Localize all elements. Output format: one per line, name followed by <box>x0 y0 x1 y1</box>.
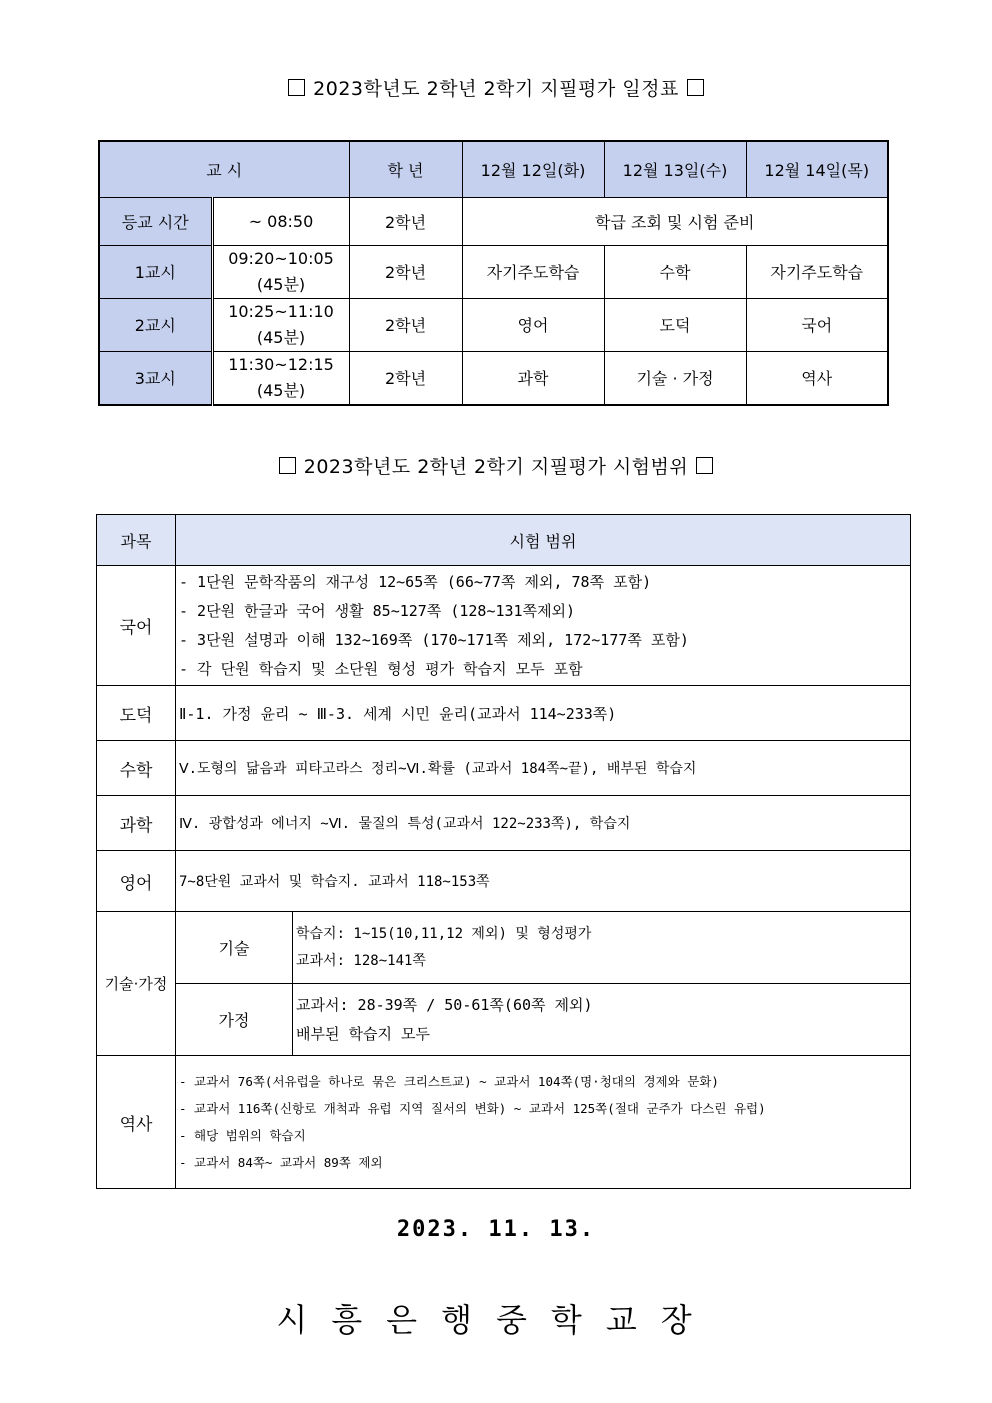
header-day3: 12월 14일(목) <box>746 141 888 197</box>
document-date: 2023. 11. 13. <box>396 1217 596 1242</box>
range-line: - 각 단원 학습지 및 소단원 형성 평가 학습지 모두 포함 <box>179 659 583 678</box>
arrival-label: 등교 시간 <box>99 197 212 245</box>
grade-cell: 2학년 <box>349 298 462 351</box>
day1-subject: 자기주도학습 <box>462 245 604 298</box>
checkbox-square-icon <box>696 457 713 474</box>
checkbox-square-icon <box>288 79 305 96</box>
period-time <box>212 245 349 298</box>
time-range: 11:30~12:15 <box>228 354 334 374</box>
arrival-row <box>99 197 888 245</box>
range-english: 7~8단원 교과서 및 학습지. 교과서 118~153쪽 <box>176 851 911 912</box>
scope-header-row <box>97 515 911 566</box>
period-label: 1교시 <box>99 245 212 298</box>
period-time <box>212 298 349 351</box>
duration: (45분) <box>256 327 306 347</box>
range-line: - 3단원 설명과 이해 132~169쪽 (170~171쪽 제외, 172~177쪽 포함) <box>179 630 689 649</box>
day2-subject: 기술 · 가정 <box>604 351 746 405</box>
range-line: 교과서: 28-39쪽 / 50-61쪽(60쪽 제외) <box>296 995 593 1014</box>
day2-subject: 도덕 <box>604 298 746 351</box>
subject-tech-home: 기술·가정 <box>97 912 176 1056</box>
day3-subject: 자기주도학습 <box>746 245 888 298</box>
scope-row-home <box>97 984 911 1056</box>
subject-korean: 국어 <box>97 566 176 686</box>
range-line: - 교과서 76쪽(서유럽을 하나로 묶은 크리스트교) ~ 교과서 104쪽(명·청대의 경제와 문화) <box>179 1074 719 1089</box>
period-time <box>212 351 349 405</box>
header-grade: 학 년 <box>349 141 462 197</box>
range-math: Ⅴ.도형의 닮음과 피타고라스 정리~Ⅵ.확률 (교과서 184쪽~끝), 배부된 학습지 <box>176 741 911 796</box>
scope-row-tech <box>97 912 911 984</box>
scope-row-korean <box>97 566 911 686</box>
schedule-row <box>99 351 888 405</box>
subject-math: 수학 <box>97 741 176 796</box>
range-line: - 1단원 문학작품의 재구성 12~65쪽 (66~77쪽 제외, 78쪽 포함) <box>179 572 652 591</box>
home-label: 가정 <box>176 984 293 1056</box>
school-principal: 시흥은행중학교장 <box>276 1301 716 1339</box>
checkbox-square-icon <box>687 79 704 96</box>
subject-ethics: 도덕 <box>97 686 176 741</box>
header-day2: 12월 13일(수) <box>604 141 746 197</box>
grade-cell: 2학년 <box>349 245 462 298</box>
range-line: 배부된 학습지 모두 <box>296 1024 430 1043</box>
header-period: 교 시 <box>99 141 349 197</box>
range-line: 학습지: 1~15(10,11,12 제외) 및 형성평가 <box>296 925 592 942</box>
checkbox-square-icon <box>279 457 296 474</box>
subject-science: 과학 <box>97 796 176 851</box>
subject-history: 역사 <box>97 1056 176 1189</box>
header-day1: 12월 12일(화) <box>462 141 604 197</box>
range-line: - 교과서 84쪽~ 교과서 89쪽 제외 <box>179 1155 383 1170</box>
time-range: 10:25~11:10 <box>228 301 334 321</box>
scope-table <box>96 514 911 1189</box>
schedule-title: 2023학년도 2학년 2학기 지필평가 일정표 <box>313 78 679 100</box>
schedule-row <box>99 245 888 298</box>
subject-english: 영어 <box>97 851 176 912</box>
scope-row-math <box>97 741 911 796</box>
header-range: 시험 범위 <box>176 515 911 566</box>
arrival-grade: 2학년 <box>349 197 462 245</box>
time-range: 09:20~10:05 <box>228 248 334 268</box>
scope-row-ethics <box>97 686 911 741</box>
header-subject: 과목 <box>97 515 176 566</box>
range-line: - 해당 범위의 학습지 <box>179 1128 306 1143</box>
schedule-table <box>98 140 889 406</box>
day2-subject: 수학 <box>604 245 746 298</box>
period-label: 2교시 <box>99 298 212 351</box>
day1-subject: 영어 <box>462 298 604 351</box>
schedule-header-row <box>99 141 888 197</box>
duration: (45분) <box>256 274 306 294</box>
range-korean <box>176 566 911 686</box>
scope-row-science <box>97 796 911 851</box>
day1-subject: 과학 <box>462 351 604 405</box>
arrival-note: 학급 조회 및 시험 준비 <box>462 197 888 245</box>
scope-row-history <box>97 1056 911 1189</box>
day3-subject: 역사 <box>746 351 888 405</box>
range-line: - 교과서 116쪽(신항로 개척과 유럽 지역 질서의 변화) ~ 교과서 125쪽(절대 군주가 다스린 유럽) <box>179 1101 766 1116</box>
range-ethics: Ⅱ-1. 가정 윤리 ~ Ⅲ-3. 세계 시민 윤리(교과서 114~233쪽) <box>176 686 911 741</box>
schedule-row <box>99 298 888 351</box>
scope-row-english <box>97 851 911 912</box>
tech-label: 기술 <box>176 912 293 984</box>
range-line: 교과서: 128~141쪽 <box>296 952 426 969</box>
duration: (45분) <box>256 380 306 400</box>
range-home <box>293 984 911 1056</box>
range-line: - 2단원 한글과 국어 생활 85~127쪽 (128~131쪽제외) <box>179 601 576 620</box>
arrival-time: ~ 08:50 <box>212 197 349 245</box>
range-tech <box>293 912 911 984</box>
range-science: Ⅳ. 광합성과 에너지 ~Ⅵ. 물질의 특성(교과서 122~233쪽), 학습지 <box>176 796 911 851</box>
scope-title-row <box>0 452 992 479</box>
period-label: 3교시 <box>99 351 212 405</box>
day3-subject: 국어 <box>746 298 888 351</box>
scope-title: 2023학년도 2학년 2학기 지필평가 시험범위 <box>303 456 689 478</box>
range-history <box>176 1056 911 1189</box>
schedule-title-row <box>0 74 992 101</box>
grade-cell: 2학년 <box>349 351 462 405</box>
